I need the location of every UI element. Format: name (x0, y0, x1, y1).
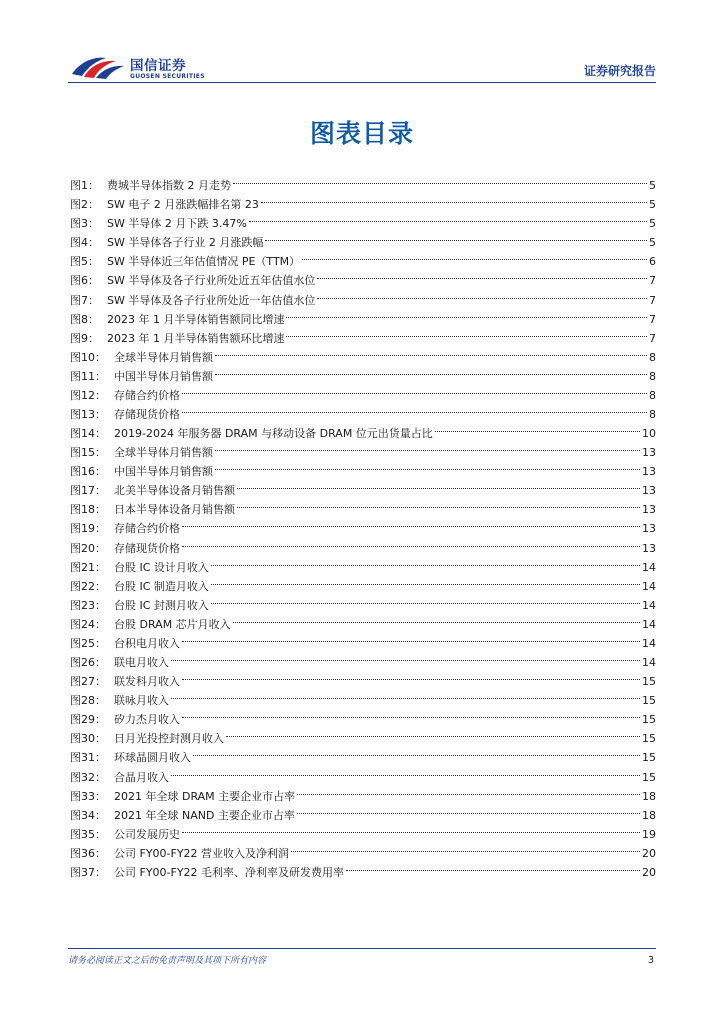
figure-number: 图5： (70, 255, 99, 269)
brand-name: 国信证券 (130, 58, 186, 74)
figure-page-number: 5 (649, 198, 656, 212)
figure-caption: 2023 年 1 月半导体销售额同比增速 (107, 312, 285, 326)
figure-caption: 2021 年全球 DRAM 主要企业市占率 (114, 789, 296, 803)
figure-page-number: 7 (649, 293, 656, 307)
dot-leader (237, 475, 640, 494)
dot-leader (317, 284, 647, 303)
figure-caption: SW 半导体各子行业 2 月涨跌幅 (107, 236, 264, 250)
dot-leader (182, 628, 640, 647)
figure-page-number: 13 (642, 522, 656, 536)
figure-page-number: 13 (642, 484, 656, 498)
figure-number: 图28： (70, 694, 106, 708)
figure-number: 图30： (70, 732, 106, 746)
disclaimer-text: 请务必阅读正文之后的免责声明及其项下所有内容 (68, 956, 267, 966)
figure-number: 图17： (70, 484, 106, 498)
report-type-label: 证券研究报告 (583, 64, 656, 78)
dot-leader (182, 532, 640, 551)
dot-leader (182, 666, 640, 685)
dot-leader (171, 647, 640, 666)
figure-caption: 日本半导体设备月销售额 (114, 503, 235, 517)
dot-leader (171, 761, 640, 780)
figure-number: 图15： (70, 446, 106, 460)
figure-caption: 矽力杰月收入 (114, 713, 180, 727)
figure-page-number: 15 (642, 713, 656, 727)
figure-number: 图16： (70, 465, 106, 479)
figure-page-number: 5 (649, 236, 656, 250)
page-number: 3 (647, 955, 654, 966)
figure-number: 图29： (70, 713, 106, 727)
figure-number: 图26： (70, 656, 106, 670)
figure-page-number: 7 (649, 312, 656, 326)
dot-leader (261, 189, 647, 208)
dot-leader (171, 685, 640, 704)
figure-number: 图19： (70, 522, 106, 536)
figure-page-number: 14 (642, 598, 656, 612)
figure-caption: 日月光投控封测月收入 (114, 732, 224, 746)
dot-leader (211, 590, 640, 609)
dot-leader (233, 609, 640, 628)
figure-page-number: 14 (642, 636, 656, 650)
figure-caption: 北美半导体设备月销售额 (114, 484, 235, 498)
dot-leader (182, 513, 640, 532)
dot-leader (302, 246, 647, 265)
figure-page-number: 14 (642, 560, 656, 574)
figure-page-number: 15 (642, 675, 656, 689)
dot-leader (215, 342, 647, 361)
dot-leader (193, 742, 640, 761)
figure-page-number: 13 (642, 465, 656, 479)
dot-leader (182, 399, 647, 418)
figure-page-number: 8 (649, 350, 656, 364)
figure-caption: 全球半导体月销售额 (114, 350, 213, 364)
dot-leader (233, 170, 647, 189)
figure-number: 图11： (70, 369, 106, 383)
figure-page-number: 14 (642, 617, 656, 631)
dot-leader (265, 227, 647, 246)
figure-page-number: 15 (642, 770, 656, 784)
dot-leader (215, 437, 640, 456)
figure-caption: 中国半导体月销售额 (114, 369, 213, 383)
figure-number: 图7： (70, 293, 99, 307)
figure-number: 图21： (70, 560, 106, 574)
figure-caption: SW 半导体及各子行业所处近一年估值水位 (107, 293, 316, 307)
dot-leader (182, 704, 640, 723)
figure-page-number: 19 (642, 827, 656, 841)
figure-caption: 公司 FY00-FY22 毛利率、净利率及研发费用率 (114, 865, 345, 879)
figure-page-number: 7 (649, 331, 656, 345)
figure-number: 图1： (70, 179, 99, 193)
figure-caption: SW 半导体 2 月下跌 3.47% (107, 217, 247, 231)
figure-number: 图4： (70, 236, 99, 250)
figure-page-number: 15 (642, 751, 656, 765)
figure-caption: 台股 IC 制造月收入 (114, 579, 209, 593)
figure-page-number: 13 (642, 446, 656, 460)
figure-caption: SW 电子 2 月涨跌幅排名第 23 (107, 198, 259, 212)
figure-page-number: 20 (642, 865, 656, 879)
dot-leader (211, 552, 640, 571)
figure-number: 图35： (70, 827, 106, 841)
dot-leader (182, 819, 640, 838)
figure-page-number: 13 (642, 541, 656, 555)
dot-leader (182, 380, 647, 399)
figure-caption: 合晶月收入 (114, 770, 169, 784)
figure-page-number: 14 (642, 579, 656, 593)
figure-number: 图25： (70, 636, 106, 650)
figure-caption: 台股 IC 设计月收入 (114, 560, 209, 574)
page-header (0, 0, 724, 90)
figure-number: 图20： (70, 541, 106, 555)
figure-number: 图12： (70, 388, 106, 402)
footer-divider (68, 948, 656, 949)
figure-caption: 存储现货价格 (114, 408, 180, 422)
figure-number: 图37： (70, 865, 106, 879)
figure-caption: 台股 IC 封测月收入 (114, 598, 209, 612)
figure-number: 图34： (70, 808, 106, 822)
figure-page-number: 10 (642, 427, 656, 441)
figure-page-number: 15 (642, 694, 656, 708)
figure-number: 图3： (70, 217, 99, 231)
figure-page-number: 14 (642, 656, 656, 670)
figure-number: 图10： (70, 350, 106, 364)
figure-caption: 公司发展历史 (114, 827, 180, 841)
figure-caption: 2023 年 1 月半导体销售额环比增速 (107, 331, 285, 345)
figure-number: 图18： (70, 503, 106, 517)
figure-caption: 全球半导体月销售额 (114, 446, 213, 460)
dot-leader (215, 361, 647, 380)
dot-leader (226, 723, 640, 742)
figure-caption: 中国半导体月销售额 (114, 465, 213, 479)
figure-page-number: 18 (642, 789, 656, 803)
figure-page-number: 6 (649, 255, 656, 269)
figure-number: 图23： (70, 598, 106, 612)
guosen-logo-icon (70, 52, 126, 80)
brand-name-en: GUOSEN SECURITIES (130, 73, 205, 80)
figure-number: 图9： (70, 331, 99, 345)
dot-leader (211, 571, 640, 590)
dot-leader (291, 838, 640, 857)
figure-caption: 存储合约价格 (114, 522, 180, 536)
figure-number: 图36： (70, 846, 106, 860)
figure-caption: 联发科月收入 (114, 675, 180, 689)
figure-caption: 联咏月收入 (114, 694, 169, 708)
figure-caption: 环球晶圆月收入 (114, 751, 191, 765)
figure-number: 图14： (70, 427, 106, 441)
header-divider (68, 82, 656, 83)
figure-number: 图13： (70, 408, 106, 422)
figure-caption: 台股 DRAM 芯片月收入 (114, 617, 231, 631)
figure-page-number: 5 (649, 217, 656, 231)
figure-number: 图24： (70, 617, 106, 631)
toc-entry[interactable] (70, 170, 656, 193)
figure-number: 图2： (70, 198, 99, 212)
figure-caption: 公司 FY00-FY22 营业收入及净利润 (114, 846, 290, 860)
figure-page-number: 15 (642, 732, 656, 746)
figure-page-number: 13 (642, 503, 656, 517)
figure-caption: 存储现货价格 (114, 541, 180, 555)
dot-leader (249, 208, 647, 227)
figure-caption: 台积电月收入 (114, 636, 180, 650)
dot-leader (297, 781, 640, 800)
figure-page-number: 8 (649, 369, 656, 383)
figure-page-number: 8 (649, 388, 656, 402)
figure-number: 图8： (70, 312, 99, 326)
figure-number: 图31： (70, 751, 106, 765)
dot-leader (297, 800, 640, 819)
dot-leader (286, 304, 647, 323)
figure-caption: 存储合约价格 (114, 388, 180, 402)
dot-leader (346, 857, 640, 876)
figure-page-number: 5 (649, 179, 656, 193)
figure-page-number: 8 (649, 408, 656, 422)
figure-caption: 费城半导体指数 2 月走势 (107, 179, 231, 193)
dot-leader (237, 494, 640, 513)
figure-number: 图27： (70, 675, 106, 689)
figure-number: 图33： (70, 789, 106, 803)
figure-number: 图22： (70, 579, 106, 593)
dot-leader (435, 418, 640, 437)
figure-caption: SW 半导体近三年估值情况 PE（TTM） (107, 255, 301, 269)
figure-number: 图6： (70, 274, 99, 288)
figure-page-number: 18 (642, 808, 656, 822)
figure-caption: 联电月收入 (114, 656, 169, 670)
figure-caption: SW 半导体及各子行业所处近五年估值水位 (107, 274, 316, 288)
figure-page-number: 7 (649, 274, 656, 288)
dot-leader (317, 265, 647, 284)
figure-caption: 2019-2024 年服务器 DRAM 与移动设备 DRAM 位元出货量占比 (114, 427, 433, 441)
page-title: 图表目录 (309, 119, 414, 148)
dot-leader (215, 456, 640, 475)
dot-leader (286, 323, 647, 342)
figure-page-number: 20 (642, 846, 656, 860)
figure-caption: 2021 年全球 NAND 主要企业市占率 (114, 808, 295, 822)
figure-number: 图32： (70, 770, 106, 784)
figure-list (70, 170, 656, 879)
